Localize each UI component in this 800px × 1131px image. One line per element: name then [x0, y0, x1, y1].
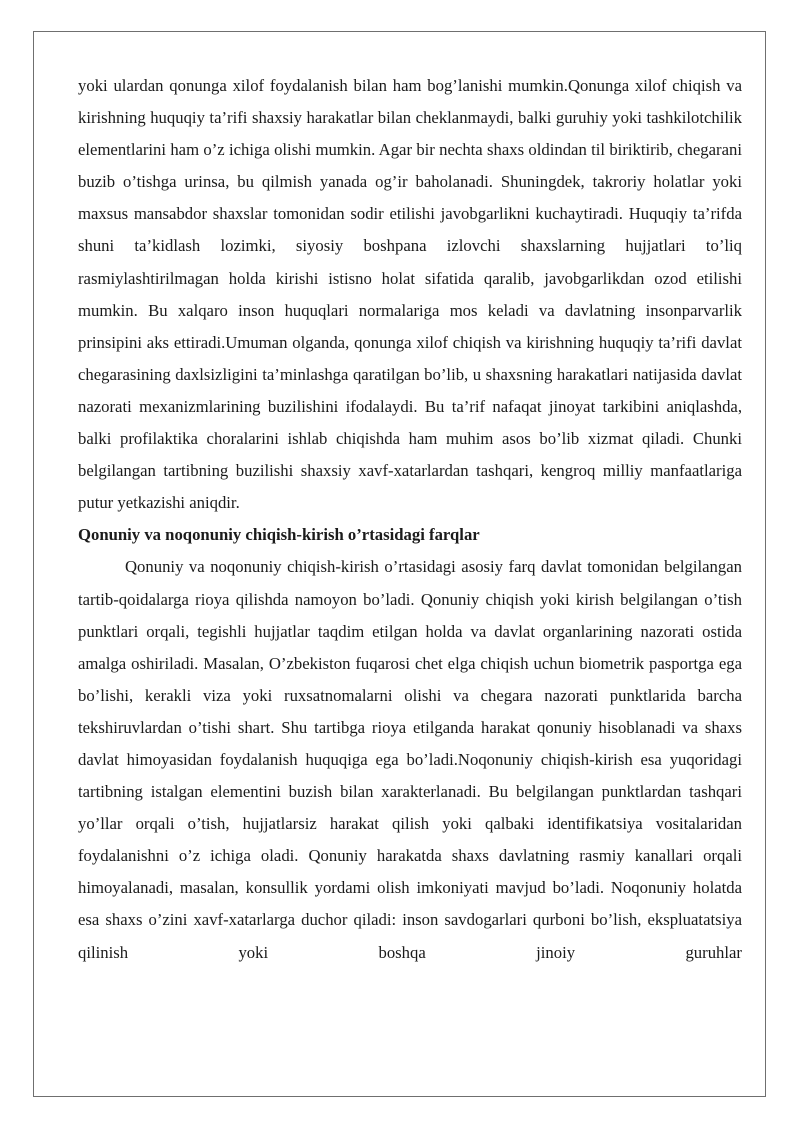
- section-heading: Qonuniy va noqonuniy chiqish-kirish o’rtasidagi farqlar: [78, 525, 480, 545]
- paragraph: yoki ulardan qonunga xilof foydalanish bilan ham bog’lanishi mumkin.Qonunga xilof chiqish va kirishning huquqiy ta’rifi shaxsiy harakatlar bilan cheklanmaydi, balki guruhiy yoki tashkilotchilik elementlarini ham o’z ichiga olishi mumkin. Agar bir nechta shaxs oldindan til biriktirib, chegarani buzib o’tishga urinsa, bu qilmish yanada og’ir baholanadi. Shuningdek, takroriy holatlar yoki maxsus mansabdor shaxslar tomonidan sodir etilishi javobgarlikni kuchaytiradi. Huquqiy ta’rifda shuni ta’kidlash lozimki, siyosiy boshpana izlovchi shaxslarning hujjatlari to’liq rasmiylashtirilmagan holda kirishi istisno holat sifatida qaralib, javobgarlikdan ozod etilishi mumkin. Bu xalqaro inson huquqlari normalariga mos keladi va davlatning insonparvarlik prinsipini aks ettiradi.Umuman olganda, qonunga xilof chiqish va kirishning huquqiy ta’rifi davlat chegarasining daxlsizligini ta’minlashga qaratilgan bo’lib, u shaxsning harakatlari natijasida davlat nazorati mexanizmlarining buzilishini ifodalaydi. Bu ta’rif nafaqat jinoyat tarkibini aniqlashda, balki profilaktika choralarini ishlab chiqishda ham muhim asos bo’lib xizmat qiladi. Chunki belgilangan tartibning buzilishi shaxsiy xavf-xatarlardan tashqari, kengroq milliy manfaatlariga putur yetkazishi aniqdir.: [78, 76, 742, 513]
- document-body: [78, 70, 742, 969]
- paragraph: Qonuniy va noqonuniy chiqish-kirish o’rtasidagi asosiy farq davlat tomonidan belgilangan tartib-qoidalarga rioya qilishda namoyon bo’ladi. Qonuniy chiqish yoki kirish belgilangan o’tish punktlari orqali, tegishli hujjatlar taqdim etilgan holda va davlat organlarining nazorati ostida amalga oshiriladi. Masalan, O’zbekiston fuqarosi chet elga chiqish uchun biometrik pasportga ega bo’lishi, kerakli viza yoki ruxsatnomalarni olishi va chegara nazorati punktlarida barcha tekshiruvlardan o’tishi shart. Shu tartibga rioya etilganda harakat qonuniy hisoblanadi va shaxs davlat himoyasidan foydalanish huquqiga ega bo’ladi.Noqonuniy chiqish-kirish esa yuqoridagi tartibning istalgan elementini buzish bilan xarakterlanadi. Bu belgilangan punktlardan tashqari yo’llar orqali o’tish, hujjatlarsiz harakat qilish yoki qalbaki identifikatsiya vositalaridan foydalanishni o’z ichiga oladi. Qonuniy harakatda shaxs davlatning rasmiy kanallari orqali himoyalanadi, masalan, konsullik yordami olish imkoniyati mavjud bo’ladi. Noqonuniy holatda esa shaxs o’zini xavf-xatarlarga duchor qiladi: inson savdogarlari qurboni bo’lish, ekspluatatsiya qilinish yoki boshqa jinoiy guruhlar: [78, 557, 742, 962]
